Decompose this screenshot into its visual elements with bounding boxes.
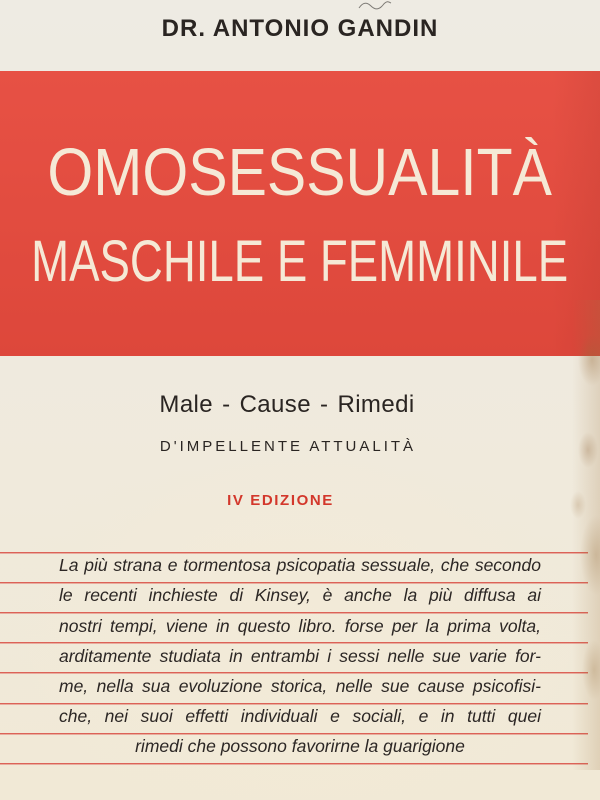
blurb-line: La più strana e tormentosa psicopatia sessuale, che secondo <box>59 555 541 576</box>
author-name: DR. ANTONIO GANDIN <box>161 14 439 42</box>
blurb-line: le recenti inchieste di Kinsey, è anche la più diffusa ai <box>59 585 541 606</box>
blurb-line: nostri tempi, viene in questo libro. forse per la prima volta, <box>59 615 541 636</box>
title-line-1: OMOSESSUALITÀ <box>47 134 553 210</box>
blurb-line: arditamente studiata in entrambi i sessi nelle sue varie for- <box>59 645 541 666</box>
blurb-line: rimedi che possono favorirne la guarigione <box>135 735 465 756</box>
blurb-line: me, nella sua evoluzione storica, nelle sue cause psicofisi- <box>59 675 541 696</box>
edition-label: IV EDIZIONE <box>227 491 334 509</box>
ruled-line <box>0 763 588 765</box>
tagline: D'IMPELLENTE ATTUALITÀ <box>159 437 417 455</box>
blurb-line: che, nei suoi effetti individuali e sociali, e in tutti quei <box>59 705 541 726</box>
blurb-text <box>59 550 541 761</box>
title-line-2: MASCHILE E FEMMINILE <box>31 228 569 294</box>
paper-stain <box>548 300 600 770</box>
subtitle: Male - Cause - Rimedi <box>159 390 415 418</box>
